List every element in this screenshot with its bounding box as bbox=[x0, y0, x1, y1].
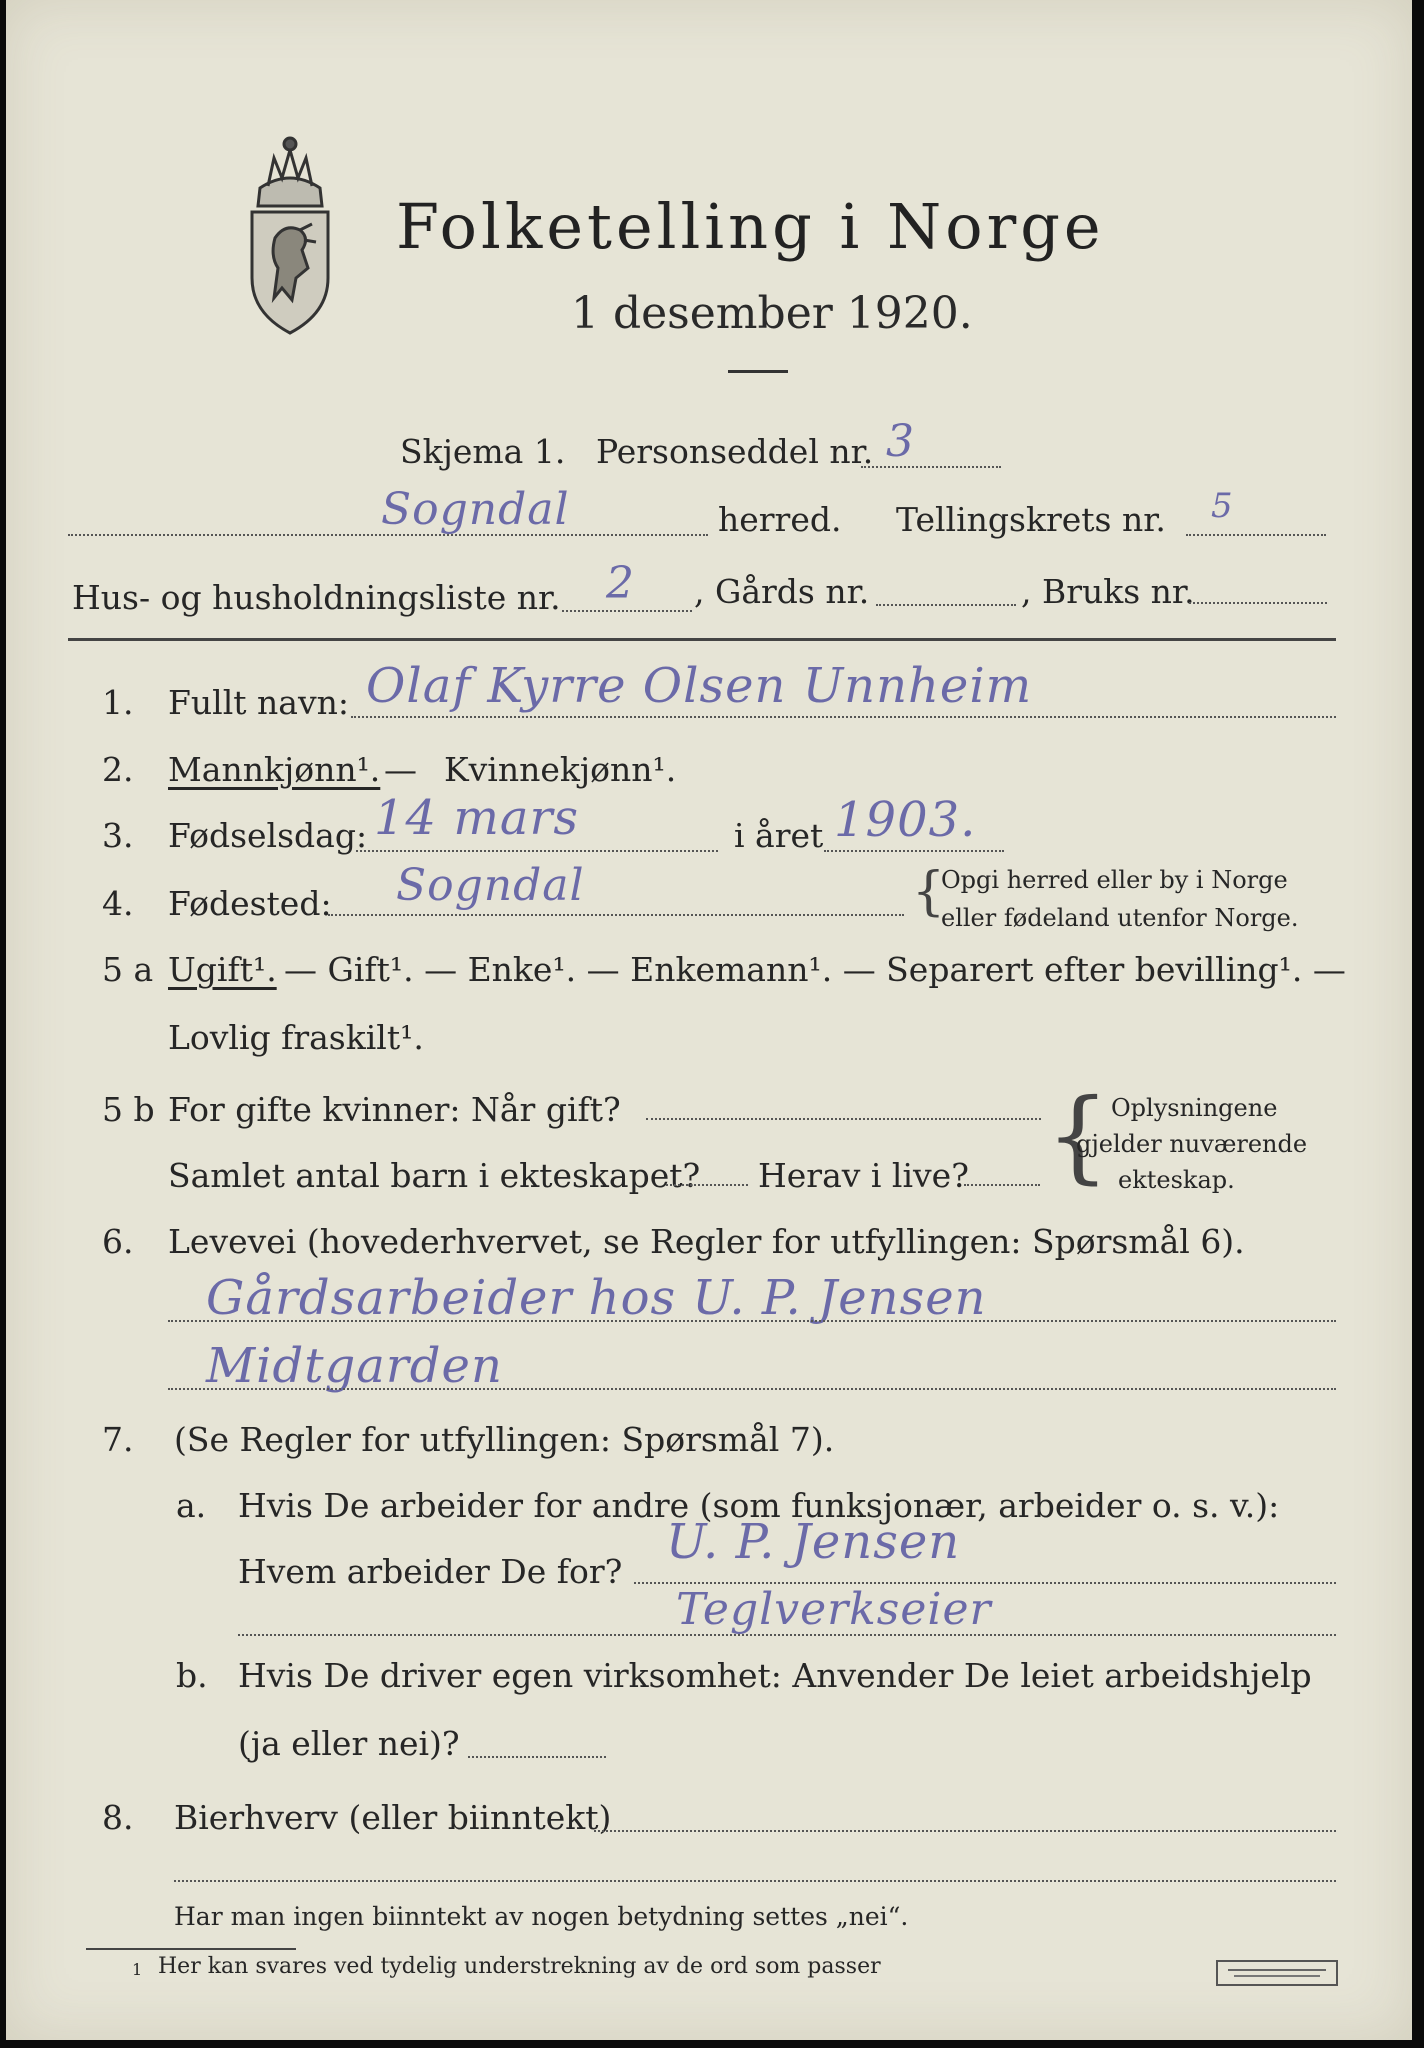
printer-stamp bbox=[1216, 1960, 1338, 1986]
q7a-label-line1: Hvis De arbeider for andre (som funksjonær, arbeider o. s. v.): bbox=[238, 1486, 1280, 1525]
title-separator bbox=[728, 370, 788, 373]
q5b-number: 5 b bbox=[102, 1090, 155, 1129]
form-subtitle: 1 desember 1920. bbox=[571, 288, 973, 339]
q8-line1 bbox=[594, 1830, 1336, 1832]
q1-value[interactable]: Olaf Kyrre Olsen Unnheim bbox=[366, 658, 1033, 714]
herred-value[interactable]: Sogndal bbox=[381, 484, 570, 535]
q5b-married-line bbox=[646, 1118, 1041, 1120]
form-title: Folketelling i Norge bbox=[396, 190, 1105, 263]
husholdningsliste-line bbox=[562, 610, 692, 612]
footnote-text: Her kan svares ved tydelig understrekning av de ord som passer bbox=[158, 1954, 881, 1979]
herred-label: herred. bbox=[718, 500, 842, 539]
q8-label: Bierhverv (eller biinntekt) bbox=[174, 1798, 612, 1837]
printer-stamp-icon bbox=[1218, 1962, 1336, 1984]
q6-label: Levevei (hovederhvervet, se Regler for utfyllingen: Spørsmål 6). bbox=[168, 1222, 1245, 1261]
q5a-fraskilt-option[interactable]: Lovlig fraskilt¹. bbox=[168, 1018, 424, 1057]
q7a-line2 bbox=[238, 1634, 1336, 1636]
personseddel-value[interactable]: 3 bbox=[886, 416, 915, 467]
q3-number: 3. bbox=[102, 816, 134, 855]
footnote-rule bbox=[86, 1948, 296, 1950]
gards-line bbox=[876, 604, 1016, 606]
personseddel-line bbox=[861, 466, 1001, 468]
coat-of-arms-icon bbox=[230, 128, 350, 338]
header-divider bbox=[68, 638, 1336, 641]
tellingskrets-value[interactable]: 5 bbox=[1211, 486, 1234, 526]
q5b-alive-label: Herav i live? bbox=[758, 1156, 969, 1195]
bruks-line bbox=[1189, 602, 1327, 604]
q1-number: 1. bbox=[102, 683, 134, 722]
q4-number: 4. bbox=[102, 884, 134, 923]
q5b-married-label: For gifte kvinner: Når gift? bbox=[168, 1090, 621, 1129]
q4-note-line2: eller fødeland utenfor Norge. bbox=[941, 904, 1299, 932]
q7a-value-line1[interactable]: U. P. Jensen bbox=[666, 1514, 961, 1570]
q3-year-label: i året bbox=[734, 816, 824, 855]
q7b-label-line1: Hvis De driver egen virksomhet: Anvender De leiet arbeidshjelp bbox=[238, 1656, 1312, 1695]
q6-value-line1[interactable]: Gårdsarbeider hos U. P. Jensen bbox=[206, 1270, 987, 1326]
q4-value[interactable]: Sogndal bbox=[396, 860, 585, 911]
q7-label: (Se Regler for utfyllingen: Spørsmål 7). bbox=[174, 1420, 835, 1459]
q2-female-option[interactable]: Kvinnekjønn¹. bbox=[444, 750, 677, 789]
q5b-note-line3: ekteskap. bbox=[1118, 1166, 1235, 1194]
census-form-page bbox=[6, 0, 1412, 2040]
husholdningsliste-value[interactable]: 2 bbox=[606, 558, 635, 609]
q7b-letter: b. bbox=[176, 1656, 208, 1695]
q7a-letter: a. bbox=[176, 1486, 207, 1525]
q7b-label-line2: (ja eller nei)? bbox=[238, 1724, 460, 1763]
q4-note-line1: Opgi herred eller by i Norge bbox=[941, 866, 1288, 894]
husholdningsliste-label: Hus- og husholdningsliste nr. bbox=[72, 578, 561, 617]
q8-line2 bbox=[174, 1880, 1336, 1882]
q8-number: 8. bbox=[102, 1798, 134, 1837]
footnote-mark: 1 bbox=[132, 1960, 143, 1979]
personseddel-label: Personseddel nr. bbox=[596, 432, 874, 471]
q3-line bbox=[356, 850, 718, 852]
bruks-label: , Bruks nr. bbox=[1021, 572, 1195, 611]
q6-value-line2[interactable]: Midtgarden bbox=[206, 1338, 503, 1394]
q4-note-brace: { bbox=[912, 862, 946, 922]
q5b-note-brace: { bbox=[1046, 1077, 1110, 1194]
q1-label: Fullt navn: bbox=[168, 683, 349, 722]
gards-label: , Gårds nr. bbox=[694, 572, 870, 611]
q6-number: 6. bbox=[102, 1222, 134, 1261]
q5b-note-line2: gjelder nuværende bbox=[1076, 1130, 1308, 1158]
q4-label: Fødested: bbox=[168, 884, 332, 923]
skjema-label: Skjema 1. bbox=[400, 432, 566, 471]
q5b-children-label: Samlet antal barn i ekteskapet? bbox=[168, 1156, 701, 1195]
q7-number: 7. bbox=[102, 1420, 134, 1459]
q3-year-value[interactable]: 1903. bbox=[834, 792, 977, 848]
q5b-children-line bbox=[666, 1184, 748, 1186]
q5a-ugift-option[interactable]: Ugift¹. bbox=[168, 950, 277, 989]
q7b-line bbox=[468, 1756, 606, 1758]
q2-dash: — bbox=[384, 750, 417, 789]
q6-line1 bbox=[168, 1320, 1336, 1322]
q5a-other-options[interactable]: — Gift¹. — Enke¹. — Enkemann¹. — Separert efter bevilling¹. — bbox=[284, 950, 1346, 989]
q7a-value-line2[interactable]: Teglverkseier bbox=[676, 1584, 992, 1635]
q4-line bbox=[328, 914, 904, 916]
q8-note: Har man ingen biinntekt av nogen betydning settes „nei“. bbox=[174, 1902, 909, 1931]
tellingskrets-line bbox=[1186, 534, 1326, 536]
q6-line2 bbox=[168, 1388, 1336, 1390]
tellingskrets-label: Tellingskrets nr. bbox=[896, 500, 1166, 539]
q5b-note-line1: Oplysningene bbox=[1111, 1094, 1278, 1122]
q3-value[interactable]: 14 mars bbox=[374, 790, 580, 846]
q1-line bbox=[351, 716, 1336, 718]
q2-male-option[interactable]: Mannkjønn¹. bbox=[168, 750, 381, 789]
q5b-alive-line bbox=[964, 1184, 1040, 1186]
q7a-label-line2: Hvem arbeider De for? bbox=[238, 1552, 623, 1591]
q2-number: 2. bbox=[102, 750, 134, 789]
q5a-number: 5 a bbox=[102, 950, 154, 989]
q3-year-line bbox=[824, 850, 1004, 852]
q3-label: Fødselsdag: bbox=[168, 816, 368, 855]
